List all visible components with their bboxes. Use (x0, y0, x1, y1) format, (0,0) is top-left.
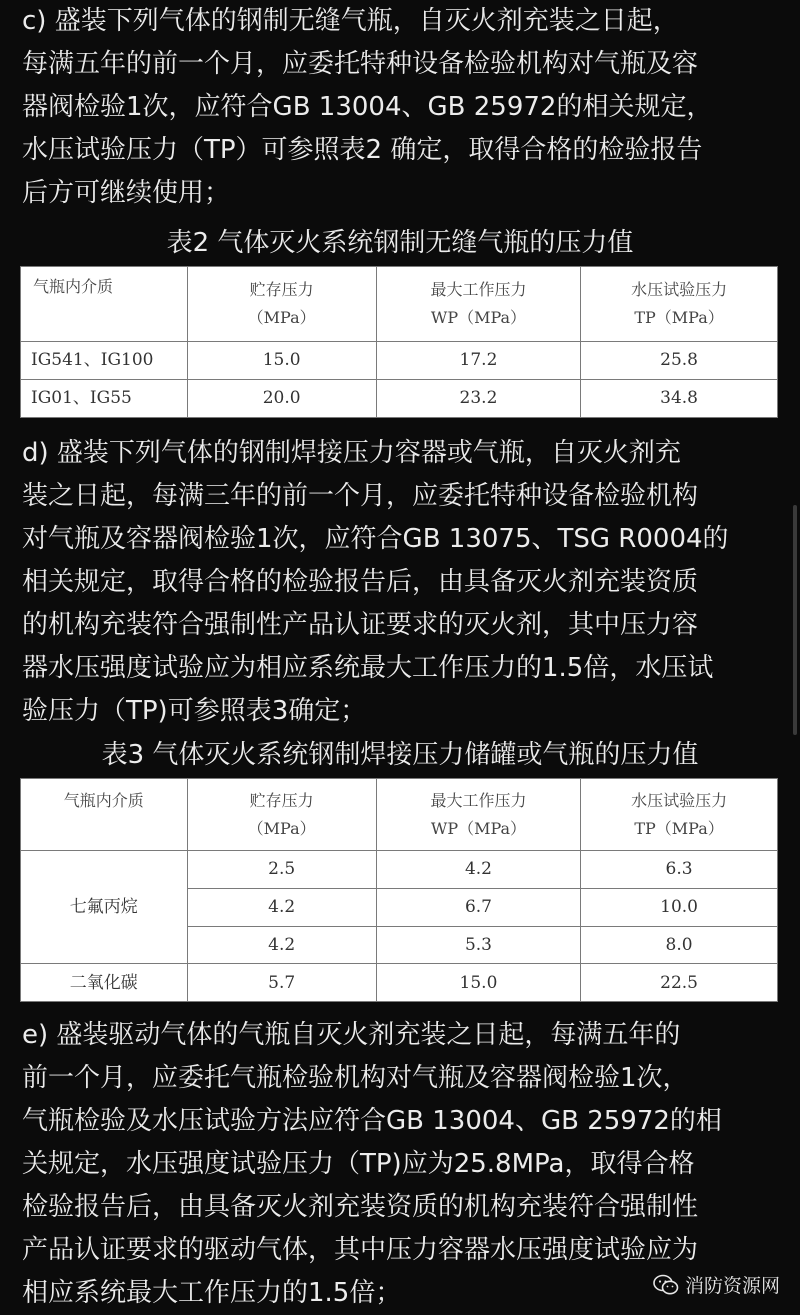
table-cell: 23.2 (376, 379, 580, 417)
paragraph-line: 前一个月，应委托气瓶检验机构对气瓶及容器阀检验1次， (22, 1063, 689, 1093)
table-row (21, 964, 778, 1002)
table-cell: 25.8 (581, 341, 778, 379)
table-cell: 6.3 (581, 851, 778, 889)
paragraph-line: 相应系统最大工作压力的1.5倍； (22, 1278, 402, 1308)
paragraph-line: 对气瓶及容器阀检验1次，应符合GB 13075、TSG R0004的 (22, 524, 729, 554)
watermark (653, 1271, 780, 1298)
table3-caption: 表3 气体灭火系统钢制焊接压力储罐或气瓶的压力值 (101, 740, 699, 770)
table-header-cell: 气瓶内介质 (21, 267, 188, 342)
scrollbar[interactable] (793, 505, 797, 735)
paragraph-line: 气瓶检验及水压试验方法应符合GB 13004、GB 25972的相 (22, 1106, 722, 1136)
table-header-cell: 水压试验压力 TP（MPa） (581, 779, 778, 851)
table-cell: 6.7 (376, 888, 580, 926)
table-cell: 5.7 (187, 964, 376, 1002)
paragraph-line: 水压试验压力（TP）可参照表2 确定，取得合格的检验报告 (22, 135, 703, 165)
table-header-row (21, 779, 778, 851)
paragraph-line: 的机构充装符合强制性产品认证要求的灭火剂，其中压力容 (22, 610, 699, 640)
wechat-icon (653, 1274, 679, 1296)
paragraph-line: 检验报告后，由具备灭火剂充装资质的机构充装符合强制性 (22, 1192, 699, 1222)
paragraph-c (22, 0, 782, 215)
paragraph-line: 每满五年的前一个月，应委托特种设备检验机构对气瓶及容 (22, 49, 699, 79)
table-cell: 22.5 (581, 964, 778, 1002)
table-cell: IG01、IG55 (21, 379, 188, 417)
paragraph-line: 器阀检验1次，应符合GB 13004、GB 25972的相关规定， (22, 92, 713, 122)
table-cell: 二氧化碳 (21, 964, 188, 1002)
paragraph-line: 相关规定，取得合格的检验报告后，由具备灭火剂充装资质 (22, 567, 699, 597)
paragraph-line: 关规定，水压强度试验压力（TP)应为25.8MPa，取得合格 (22, 1149, 695, 1179)
paragraph-e (22, 1014, 782, 1315)
paragraph-line: 装之日起，每满三年的前一个月，应委托特种设备检验机构 (22, 481, 699, 511)
table2 (20, 266, 778, 418)
table-cell: 15.0 (187, 341, 376, 379)
paragraph-line: c) 盛装下列气体的钢制无缝气瓶，自灭火剂充装之日起， (22, 6, 679, 36)
table-cell: 10.0 (581, 888, 778, 926)
table-cell: 8.0 (581, 926, 778, 964)
paragraph-line: e) 盛装驱动气体的气瓶自灭火剂充装之日起，每满五年的 (22, 1020, 681, 1050)
table-cell: 2.5 (187, 851, 376, 889)
table-cell: 17.2 (376, 341, 580, 379)
table-cell: 4.2 (187, 926, 376, 964)
table-header-cell: 最大工作压力 WP（MPa） (376, 267, 580, 342)
table-group-cell: 七氟丙烷 (21, 851, 188, 964)
table-header-cell: 最大工作压力 WP（MPa） (376, 779, 580, 851)
paragraph-line: 产品认证要求的驱动气体，其中压力容器水压强度试验应为 (22, 1235, 699, 1265)
table-cell: 15.0 (376, 964, 580, 1002)
table-header-cell: 贮存压力 （MPa） (187, 267, 376, 342)
table-row (21, 341, 778, 379)
paragraph-d (22, 432, 782, 733)
table3 (20, 778, 778, 1002)
table-header-cell: 气瓶内介质 (21, 779, 188, 851)
paragraph-line: 器水压强度试验应为相应系统最大工作压力的1.5倍，水压试 (22, 653, 714, 683)
table-header-row (21, 267, 778, 342)
paragraph-line: 验压力（TP)可参照表3确定； (22, 696, 367, 726)
table-cell: 5.3 (376, 926, 580, 964)
table-header-cell: 水压试验压力 TP（MPa） (581, 267, 778, 342)
table-cell: 34.8 (581, 379, 778, 417)
table-row (21, 379, 778, 417)
paragraph-line: 后方可继续使用； (22, 178, 231, 208)
watermark-text: 消防资源网 (684, 1275, 780, 1297)
table-cell: 4.2 (187, 888, 376, 926)
paragraph-line: d) 盛装下列气体的钢制焊接压力容器或气瓶，自灭火剂充 (22, 438, 681, 468)
table-cell: 20.0 (187, 379, 376, 417)
table-row (21, 851, 778, 889)
table-header-cell: 贮存压力 （MPa） (187, 779, 376, 851)
table-cell: 4.2 (376, 851, 580, 889)
table2-caption: 表2 气体灭火系统钢制无缝气瓶的压力值 (166, 228, 634, 258)
table-cell: IG541、IG100 (21, 341, 188, 379)
